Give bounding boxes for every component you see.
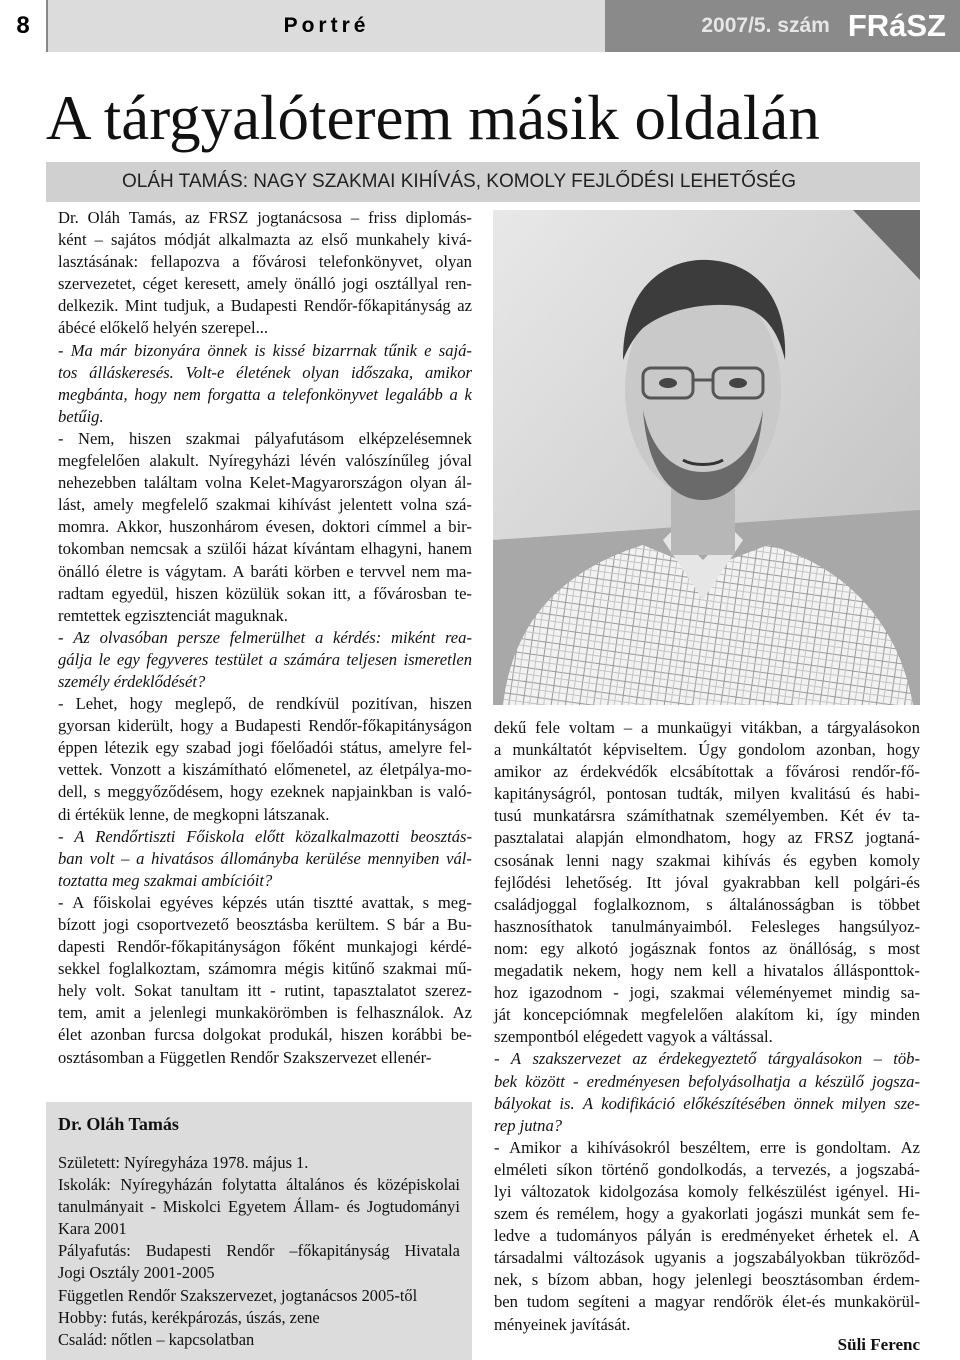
text-line: bek között - eredményesen befolyásolhatja a készülő jogsza- xyxy=(494,1071,920,1091)
text-line: ményeinek javítását. xyxy=(494,1314,631,1334)
text-line: Pályafutás: Budapesti Rendőr –főkapitányság Hivatala xyxy=(58,1241,460,1261)
text-line: tem, amit a jelenlegi munkakörömben is felhasználok. Az xyxy=(58,1003,472,1023)
text-line: csosának lenni nagy szakmai kihívás és egyben komoly xyxy=(494,850,920,870)
text-line: szempontból elégedett vagyok a váltással. xyxy=(494,1027,773,1047)
text-line: önálló életre is vágytam. A baráti körben e tervvel nem ma- xyxy=(58,561,472,581)
text-line: - Az olvasóban persze felmerülhet a kérdés: miként rea- xyxy=(58,627,472,647)
text-line: tokomban nemcsak a szülői házat kívántam elhagyni, hanem xyxy=(58,539,472,559)
portrait-photo xyxy=(493,210,920,705)
text-line: Iskolák: Nyíregyházán folytatta általános és középiskolai xyxy=(58,1175,460,1195)
bio-name: Dr. Oláh Tamás xyxy=(58,1114,179,1134)
page-header xyxy=(0,0,960,52)
text-line: dekű fele voltam – a munkaügyi vitákban, a tárgyalásokon xyxy=(494,718,920,737)
text-line: társadalmi változások ugyanis a jogszabályokban tükröződ- xyxy=(494,1248,920,1268)
text-line: betűig. xyxy=(58,406,104,426)
text-line: Hobby: futás, kerékpározás, úszás, zene xyxy=(58,1307,320,1327)
section-label: Portré xyxy=(48,0,605,52)
article-subtitle: OLÁH TAMÁS: NAGY SZAKMAI KIHÍVÁS, KOMOLY FEJLŐDÉSI LEHETŐSÉG xyxy=(46,162,920,202)
text-line: - A főiskolai egyéves képzés után tisztté avattak, s meg- xyxy=(58,892,472,912)
text-line: Született: Nyíregyháza 1978. május 1. xyxy=(58,1153,309,1172)
text-line: személy érdeklődését? xyxy=(58,671,206,691)
text-line: delkezik. Mint tudjuk, a Budapesti Rendőr-főkapitányság az xyxy=(58,296,472,316)
article-left-column xyxy=(58,207,472,1069)
text-line: hely volt. Sokat tanultam itt - rutint, tapasztalatot szerez- xyxy=(58,981,472,1001)
text-line: Család: nőtlen – kapcsolatban xyxy=(58,1329,255,1349)
text-line: nom: egy alkotó jogásznak fontos az önállóság, s most xyxy=(494,938,920,958)
text-line: hoz igazodnom - jogi, szakmai véleményemet mindig sa- xyxy=(494,983,920,1003)
text-line: - A Rendőrtiszti Főiskola előtt közalkalmazotti beosztás- xyxy=(58,826,472,846)
text-line: lyi változatok kidolgozása komoly felkészülést igényel. Hi- xyxy=(494,1181,920,1201)
magazine-logo: FRáSZ xyxy=(847,8,946,43)
text-line: a munkáltatót képviseltem. Úgy gondolom azonban, hogy xyxy=(494,740,920,760)
article-title: A tárgyalóterem másik oldalán xyxy=(46,83,820,153)
article-right-column xyxy=(494,717,920,1336)
text-line: Kara 2001 xyxy=(58,1219,127,1239)
text-line: Dr. Oláh Tamás, az FRSZ jogtanácsosa – friss diplomás- xyxy=(58,208,472,227)
text-line: családjoggal foglalkoznom, s általánosságban is többet xyxy=(494,894,920,914)
page-number: 8 xyxy=(0,0,48,52)
text-line: - A szakszervezet az érdekegyeztető tárgyalásokon – töb- xyxy=(494,1049,920,1069)
bio-details xyxy=(58,1152,460,1351)
text-line: megadatik nekem, hogy nem kell a hivatalos állásponttok- xyxy=(494,961,920,981)
portrait-image xyxy=(493,210,920,705)
text-line: fejlődési lehetőség. Itt jóval gyakrabban kell polgári-és xyxy=(494,872,920,892)
text-line: hasznosíthatok tanulmányaimból. Felesleges hangsúlyoz- xyxy=(494,916,920,936)
text-line: - Ma már bizonyára önnek is kissé bizarrnak tűnik e sajá- xyxy=(58,340,472,360)
text-line: bályokat is. A kodifikáció előkészítésében önnek milyen sze- xyxy=(494,1093,920,1113)
text-line: sekkel foglalkoztam, számomra mégis kitűnő szakmai mű- xyxy=(58,959,472,979)
header-right-block xyxy=(605,0,960,52)
text-line: tusú munkatársra számíthatnak személyemben. Két év ta- xyxy=(494,806,920,826)
text-line: - Nem, hiszen szakmai pályafutásom elképzelésemnek xyxy=(58,428,472,448)
text-line: nehezebben találtam volna Kelet-Magyarországon olyan ál- xyxy=(58,473,472,493)
text-line: bízott jogi csoportvezető beosztásba kerültem. S bár a Bu- xyxy=(58,915,472,934)
text-line: tanulmányait - Miskolci Egyetem Állam- és Jogtudományi xyxy=(58,1197,460,1217)
text-line: gálja le egy fegyveres testület a számára teljesen ismeretlen xyxy=(58,649,472,669)
author-byline: Süli Ferenc xyxy=(837,1335,920,1354)
text-line: pasztalatai alapján elmondhatom, hogy az FRSZ jogtaná- xyxy=(494,828,920,848)
issue-label: 2007/5. szám xyxy=(701,14,830,37)
text-line: megfelelően alakult. Nyíregyházi lévén valószínűleg jóval xyxy=(58,451,472,471)
bio-infobox xyxy=(46,1102,472,1360)
text-line: vettek. Vonzott a kiszámítható előmenetel, az életpálya-mo- xyxy=(58,760,472,780)
text-line: ben tudom segíteni a magyar rendőrök élet-és munkakörül- xyxy=(494,1292,920,1312)
text-line: elméleti síkon történő gondolkodás, a tervezés, a jogszabá- xyxy=(494,1159,920,1179)
text-line: Független Rendőr Szakszervezet, jogtanácsos 2005-től xyxy=(58,1285,418,1305)
text-line: megbánta, hogy nem forgatta a telefonkönyvet legalább a k xyxy=(58,384,472,404)
text-line: Jogi Osztály 2001-2005 xyxy=(58,1263,215,1283)
text-line: ledve a tudományos pályán is eredményeket érhetek el. A xyxy=(494,1226,920,1246)
text-line: szem és remélem, hogy a gyakorlati jogászi munkát sem fe- xyxy=(494,1204,920,1224)
text-line: ban volt – a hivatásos állományba kerülése mennyiben vál- xyxy=(58,848,472,868)
text-line: dell, s meggyőződésem, hogy ezeknek napjainkban is való- xyxy=(58,782,472,802)
text-line: tos álláskeresés. Volt-e életének olyan időszaka, amikor xyxy=(58,362,472,382)
text-line: remtettek egzisztenciát maguknak. xyxy=(58,605,288,625)
text-line: osztásomban a Független Rendőr Szakszervezet ellenér- xyxy=(58,1047,432,1067)
text-line: élet azonban furcsa dolgokat produkál, hiszen korábbi be- xyxy=(58,1025,472,1045)
text-line: rep jutna? xyxy=(494,1115,563,1135)
text-line: momra. Akkor, huszonhárom évesen, doktori címmel a bir- xyxy=(58,517,472,537)
text-line: lást, amely megfelelő szakmai kihívást jelentett volna szá- xyxy=(58,495,472,515)
text-line: éppen létezik egy szabad jogi főelőadói státus, amelyre fel- xyxy=(58,738,472,758)
text-line: ábécé előkelő helyén szerepel... xyxy=(58,318,269,338)
text-line: dapesti Rendőr-főkapitányságon főként munkajogi kérdé- xyxy=(58,937,472,957)
text-line: - Lehet, hogy meglepő, de rendkívül pozitívan, hiszen xyxy=(58,694,472,714)
text-line: toztatta meg szakmai ambícióit? xyxy=(58,870,273,890)
text-line: ját koncepciómnak megfelelően alakítom ki, így minden xyxy=(494,1005,920,1025)
text-line: nek, s bízom abban, hogy jelenlegi beosztásomban érdem- xyxy=(494,1270,920,1290)
text-line: kapitányságról, pontosan tudták, milyen kvalitású és habi- xyxy=(494,784,920,804)
text-line: - Amikor a kihívásokról beszéltem, erre is gondoltam. Az xyxy=(494,1137,920,1157)
text-line: ként – sajátos módját alkalmazta az első munkahely kivá- xyxy=(58,230,472,250)
text-line: di értékük lenne, de megkopni látszanak. xyxy=(58,804,330,824)
text-line: szervezetet, céget keresett, amely önálló jogi osztállyal ren- xyxy=(58,274,472,294)
text-line: radtam egyedül, hiszen közülük sokan itt, a fővárosban te- xyxy=(58,583,472,603)
text-line: lasztásának: fellapozva a fővárosi telefonkönyvet, olyan xyxy=(58,252,472,272)
text-line: gyorsan kiderült, hogy a Budapesti Rendőr-főkapitányságon xyxy=(58,716,472,736)
text-line: amikor az érdekvédők elcsábítottak a fővárosi rendőr-fő- xyxy=(494,762,920,782)
